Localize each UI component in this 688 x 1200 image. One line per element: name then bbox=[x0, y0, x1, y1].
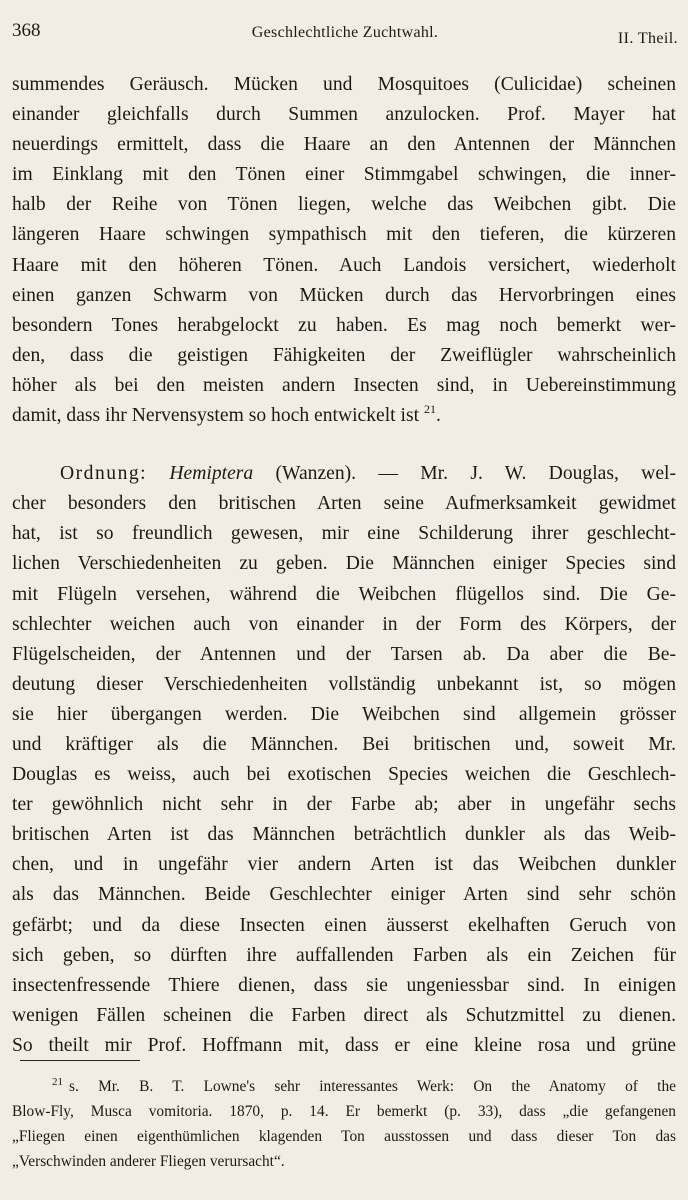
order-name: Hemiptera bbox=[169, 463, 254, 485]
text-line: britischen Arten ist das Männchen beträchtlich dunkler als das Weib- bbox=[12, 824, 676, 846]
text-line: höher als bei den meisten andern Insecten sind, in Uebereinstimmung bbox=[12, 374, 676, 396]
footnote-line: Blow-Fly, Musca vomitoria. 1870, p. 14. Er bemerkt (p. 33), dass „die gefangenen bbox=[12, 1103, 676, 1120]
footnote-line: „Verschwinden anderer Fliegen verursacht“. bbox=[12, 1153, 285, 1170]
text-line: den, dass die geistigen Fähigkeiten der Zweiflügler wahrscheinlich bbox=[12, 344, 676, 366]
text-line: deutung dieser Verschiedenheiten vollständig unbekannt ist, so mögen bbox=[12, 673, 676, 695]
text-line: cher besonders den britischen Arten seine Aufmerksamkeit gewidmet bbox=[12, 493, 676, 515]
text-line: ter gewöhnlich nicht sehr in der Farbe ab; aber in ungefähr sechs bbox=[12, 794, 676, 816]
footnote-line: „Fliegen einen eigenthümlichen klagenden Ton ausstossen und dass dieser Ton das bbox=[12, 1128, 676, 1145]
footnote-line-content: s. Mr. B. T. Lowne's sehr interessantes Werk: On the Anatomy of the bbox=[69, 1078, 676, 1095]
text-line: wenigen Fällen scheinen die Farben direct als Schutzmittel zu dienen. bbox=[12, 1004, 676, 1026]
text-line: Haare mit den höheren Tönen. Auch Landois versichert, wiederholt bbox=[12, 254, 676, 276]
footnote-marker: 21 bbox=[52, 1076, 63, 1088]
text-line: als das Männchen. Beide Geschlechter einiger Arten sind sehr schön bbox=[12, 884, 676, 906]
footnote-line bbox=[12, 1074, 676, 1099]
text-line: halb der Reihe von Tönen liegen, welche das Weibchen gibt. Die bbox=[12, 194, 676, 216]
text-line: insectenfressende Thiere dienen, dass sie ungeniessbar sind. In einigen bbox=[12, 974, 676, 996]
running-title: Geschlechtliche Zuchtwahl. bbox=[251, 24, 439, 41]
text-line-content: damit, dass ihr Nervensystem so hoch entwickelt ist bbox=[12, 405, 420, 427]
footnote-reference: 21 bbox=[423, 402, 436, 417]
page-number: 368 bbox=[12, 20, 41, 41]
text-line: hat, ist so freundlich gewesen, mir eine Schilderung ihrer geschlecht- bbox=[12, 523, 676, 545]
sentence-end: . bbox=[435, 405, 441, 427]
text-line: chen, und in ungefähr vier andern Arten ist das Weibchen dunkler bbox=[12, 854, 676, 876]
text-line: gefärbt; und da diese Insecten einen äusserst ekelhaften Geruch von bbox=[12, 914, 676, 936]
ordnung-label: Ordnung: bbox=[60, 463, 148, 485]
page-header bbox=[12, 20, 678, 50]
part-label: II. Theil. bbox=[617, 30, 678, 47]
text-line: längeren Haare schwingen sympathisch mit den tieferen, die kürzeren bbox=[12, 224, 676, 246]
text-line: besondern Tones herabgelockt zu haben. Es mag noch bemerkt wer- bbox=[12, 314, 676, 336]
footnote-divider bbox=[20, 1060, 140, 1061]
text-line: einander gleichfalls durch Summen anzulocken. Prof. Mayer hat bbox=[12, 104, 676, 126]
text-line: und kräftiger als die Männchen. Bei britischen und, soweit Mr. bbox=[12, 733, 676, 755]
body-text bbox=[12, 70, 676, 1061]
text-line-content: (Wanzen). — Mr. J. W. Douglas, wel- bbox=[275, 463, 676, 485]
text-line: einen ganzen Schwarm von Mücken durch das Hervorbringen eines bbox=[12, 284, 676, 306]
text-line: lichen Verschiedenheiten zu geben. Die Männchen einiger Species sind bbox=[12, 553, 676, 575]
text-line: Flügelscheiden, der Antennen und der Tarsen ab. Da aber die Be- bbox=[12, 643, 676, 665]
text-line: So theilt mir Prof. Hoffmann mit, dass er eine kleine rosa und grüne bbox=[12, 1034, 676, 1056]
text-line: Douglas es weiss, auch bei exotischen Species weichen die Geschlech- bbox=[12, 764, 676, 786]
text-line: summendes Geräusch. Mücken und Mosquitoes (Culicidae) scheinen bbox=[12, 74, 676, 95]
text-line bbox=[12, 401, 676, 431]
text-line: schlechter weichen auch von einander in der Form des Körpers, der bbox=[12, 613, 676, 635]
footnote bbox=[12, 1074, 676, 1174]
text-line: sie hier übergangen werden. Die Weibchen sind allgemein grösser bbox=[12, 703, 676, 725]
text-line bbox=[12, 459, 676, 489]
text-line: mit Flügeln versehen, während die Weibchen flügellos sind. Die Ge- bbox=[12, 583, 676, 605]
text-line: im Einklang mit den Tönen einer Stimmgabel schwingen, die inner- bbox=[12, 164, 676, 186]
text-line: neuerdings ermittelt, dass die Haare an den Antennen der Männchen bbox=[12, 134, 676, 156]
text-line: sich geben, so dürften ihre auffallenden Farben als ein Zeichen für bbox=[12, 944, 676, 966]
